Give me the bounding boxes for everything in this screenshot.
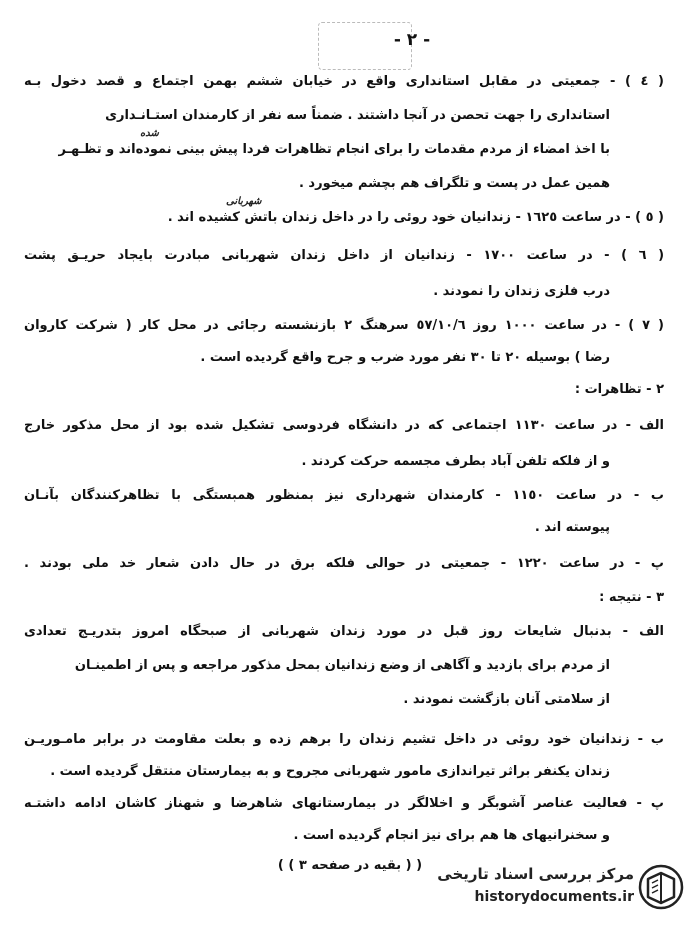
section-3-heading: ٣ - نتیجه : [599, 590, 664, 605]
item-2p-line-1: پ - در ساعت ١٢٢٠ - جمعیتی در حوالی فلکه برق در حال دادن شعار خد ملی بودند . [24, 556, 664, 571]
item-3a-line-3: از سلامتی آنان بازگشت نمودند . [403, 692, 610, 707]
watermark-title: مرکز بررسی اسناد تاریخی [437, 865, 634, 883]
item-3b-line-1: ب - زندانیان خود روئی در داخل تشیم زندان را برهم زده و بعلت مقاومت در برابر مامـوریـن [24, 732, 664, 747]
paragraph-7-line-1: ( ٧ ) - در ساعت ١٠٠٠ روز ٥٧/١٠/٦ سرهنگ ۲ بازنشسته رجائی در محل کار ( شرکت کاروان [24, 318, 664, 333]
item-2a-line-2: و از فلکه تلفن آباد بطرف مجسمه حرکت کردند . [301, 454, 610, 469]
paragraph-7-line-2: رضا ) بوسیله ٢٠ تا ٣٠ نفر مورد ضرب و جرح واقع گردیده است . [200, 350, 610, 365]
paragraph-4-line-1: ( ٤ ) - جمعیتی در مقابل استانداری واقع در خیابان ششم بهمن اجتماع و قصد دخول بـه [24, 74, 664, 89]
watermark-url: historydocuments.ir [474, 889, 634, 905]
item-2b-line-1: ب - در ساعت ١١٥٠ - کارمندان شهرداری نیز بمنظور همبستگی با تظاهرکنندگان بآنـان [24, 488, 664, 503]
item-3a-line-1: الف - بدنبال شایعات روز قبل در مورد زندان شهربانی از صبحگاه امروز بتدریـج تعدادی [24, 624, 664, 639]
item-3p-line-1: پ - فعالیت عناصر آشوبگر و اخلالگر در بیمارستانهای شاهرضا و شهناز کاشان ادامه داشتـه [24, 796, 664, 811]
item-3a-line-2: از مردم برای بازدید و آگاهی از وضع زندانیان بمحل مذکور مراجعه و پس از اطمینـان [74, 658, 610, 673]
paragraph-4-line-3: با اخذ امضاء از مردم مقدمات را برای انجام تظاهرات فردا پیش بینی نموده‌اند و تظـهـر [58, 142, 610, 157]
item-3b-line-2: زندان یکنفر براثر تیراندازی مامور شهربانی مجروح و به بیمارستان منتقل گردیده است . [50, 764, 610, 779]
item-2b-line-2: پیوسته اند . [534, 520, 610, 535]
paragraph-4-line-4: همین عمل در پست و تلگراف هم بچشم میخورد . [298, 176, 610, 191]
paragraph-5-line-1: ( ٥ ) - در ساعت ١٦٢٥ - زندانیان خود روئی را در داخل زندان باتش کشیده اند . [167, 210, 664, 225]
continued-note: ( ( بقیه در صفحه ٣ ) ) [277, 858, 423, 873]
paragraph-4-line-2: استانداری را جهت تحصن در آنجا داشتند . ضمناً سه نفر از کارمندان استـانـداری [105, 108, 610, 123]
paragraph-6-line-2: درب فلزی زندان را نمودند . [433, 284, 610, 299]
section-2-heading: ٢ - تظاهرات : [574, 382, 664, 397]
handwritten-annotation: شهربانی [226, 196, 262, 207]
archive-logo-icon [638, 863, 684, 911]
page-number: - ٢ - [393, 30, 431, 50]
item-2a-line-1: الف - در ساعت ١١٣٠ اجتماعی که در دانشگاه فردوسی تشکیل شده بود از محل مذکور خارج [24, 418, 665, 433]
paragraph-6-line-1: ( ٦ ) - در ساعت ١٧٠٠ - زندانیان از داخل زندان شهربانی مبادرت بایجاد حریـق پشت [24, 248, 665, 263]
handwritten-correction: شده [140, 128, 159, 139]
watermark [390, 859, 690, 917]
item-3p-line-2: و سخنرانیهای ها هم برای نیز انجام گردیده است . [293, 828, 610, 843]
